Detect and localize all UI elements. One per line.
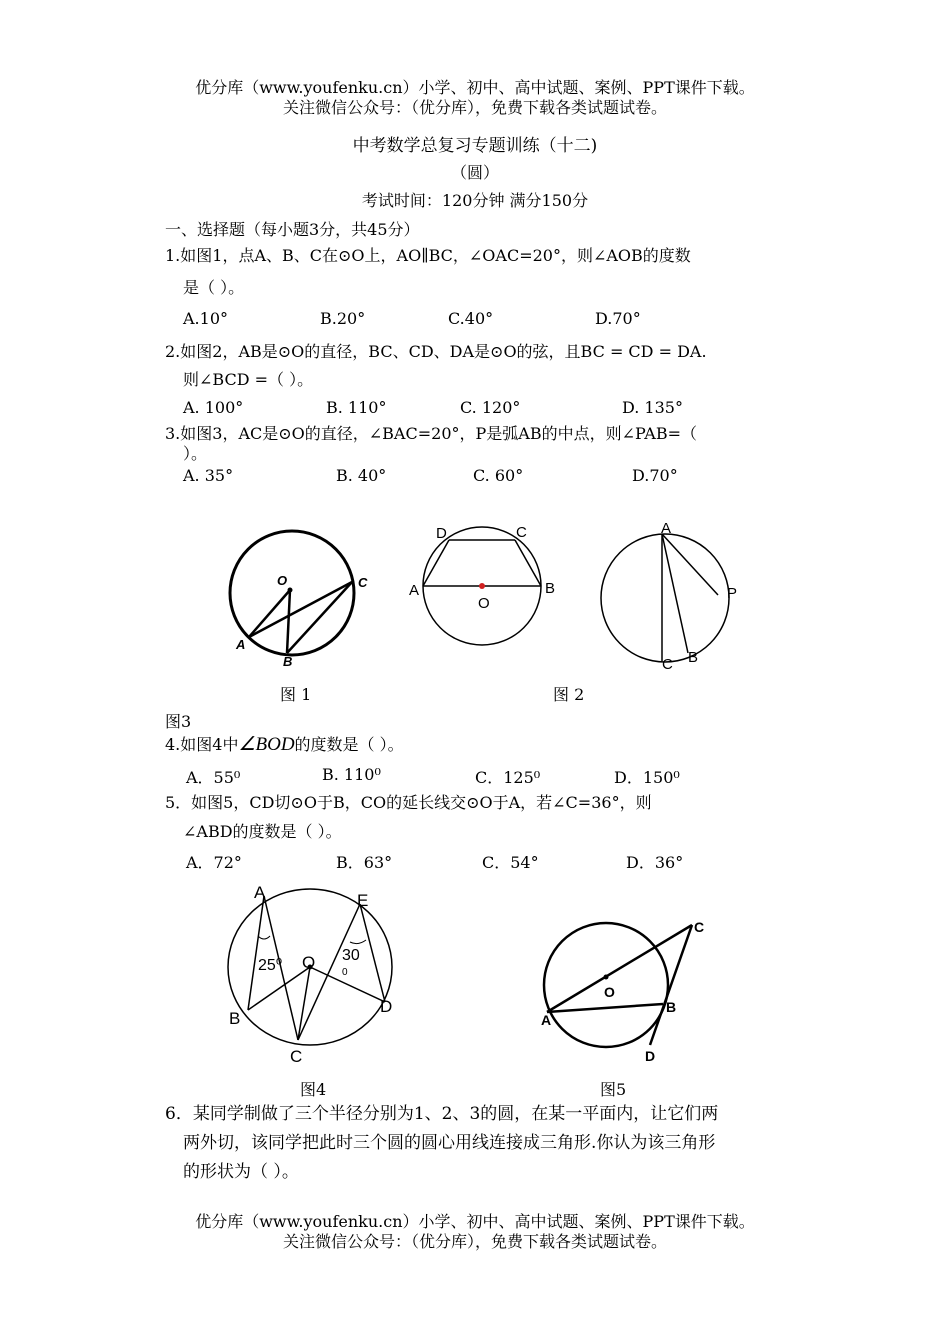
q3-option-a: A. 35° xyxy=(183,466,234,485)
q2-option-a: A. 100° xyxy=(183,398,244,417)
figure-5 xyxy=(530,905,720,1070)
fig2-center-dot xyxy=(479,583,485,589)
q3-option-c: C. 60° xyxy=(473,466,524,485)
q1-option-c: C.40° xyxy=(448,309,494,328)
figure-1 xyxy=(220,525,370,670)
figure-3 xyxy=(595,515,755,675)
figure-4-caption: 图4 xyxy=(300,1080,327,1099)
fig4-angle-right-sup: 0 xyxy=(342,967,348,978)
figure-2-caption: 图 2 xyxy=(553,685,585,704)
fig4-label-a: A xyxy=(254,883,266,902)
fig1-label-a: A xyxy=(236,637,246,652)
fig4-label-c: C xyxy=(290,1047,303,1066)
q4-option-a: A．55⁰ xyxy=(186,768,241,787)
exam-time: 考试时间：120分钟 满分150分 xyxy=(361,191,589,210)
fig5-label-b: B xyxy=(666,999,677,1015)
fig3-circle xyxy=(601,534,729,662)
fig5-label-o: O xyxy=(604,984,615,1000)
q4-option-c: C．125⁰ xyxy=(475,768,541,787)
q4-option-d: D．150⁰ xyxy=(614,768,680,787)
q2-option-d: D. 135° xyxy=(622,398,683,417)
question-3-line-1: 3.如图3，AC是⊙O的直径，∠BAC=20°，P是弧AB的中点，则∠PAB=（ xyxy=(165,424,697,443)
fig4-angle-left: 25⁰ xyxy=(258,957,283,974)
question-4-suffix: 的度数是（ ）。 xyxy=(294,735,404,754)
fig4-label-e: E xyxy=(357,891,369,910)
question-5-line-1: 5．如图5，CD切⊙O于B，CO的延长线交⊙O于A，若∠C=36°，则 xyxy=(165,793,652,812)
figure-3-caption: 图3 xyxy=(165,712,192,731)
fig2-label-o: O xyxy=(478,595,490,612)
fig4-label-b: B xyxy=(229,1009,241,1028)
fig5-label-a: A xyxy=(541,1012,552,1028)
q5-option-a: A．72° xyxy=(186,853,242,872)
footer-line-2: 关注微信公众号：（优分库），免费下载各类试题试卷。 xyxy=(282,1232,667,1251)
figure-1-caption: 图 1 xyxy=(280,685,312,704)
q4-option-b: B. 110⁰ xyxy=(322,765,381,784)
fig4-label-d: D xyxy=(380,997,393,1016)
question-5-line-2: ∠ABD的度数是（ ）。 xyxy=(183,822,342,841)
fig2-label-d: D xyxy=(436,525,447,542)
question-4 xyxy=(165,732,404,758)
q1-option-d: D.70° xyxy=(595,309,641,328)
page-subtitle: （圆） xyxy=(450,163,499,182)
q5-option-b: B．63° xyxy=(336,853,393,872)
fig1-label-c: C xyxy=(358,575,368,590)
fig1-label-o: O xyxy=(277,573,288,588)
section-heading: 一、选择题（每小题3分，共45分） xyxy=(165,220,420,239)
figure-2 xyxy=(405,520,565,670)
page-title: 中考数学总复习专题训练（十二) xyxy=(352,136,598,156)
q1-option-b: B.20° xyxy=(320,309,366,328)
fig5-label-d: D xyxy=(645,1048,656,1064)
fig4-angle-right: 30 xyxy=(342,947,360,964)
question-2-line-1: 2.如图2，AB是⊙O的直径，BC、CD、DA是⊙O的弦，且BC = CD = DA. xyxy=(165,342,707,361)
question-2-line-2: 则∠BCD =（ ）。 xyxy=(183,370,314,389)
q2-option-b: B. 110° xyxy=(326,398,387,417)
question-3-line-2: ）。 xyxy=(183,444,208,463)
fig3-label-b: B xyxy=(688,649,699,666)
question-1-line-2: 是（ ）。 xyxy=(183,278,245,297)
fig3-label-a: A xyxy=(661,520,672,537)
fig2-label-b: B xyxy=(545,580,556,597)
fig3-label-p: P xyxy=(727,585,738,602)
q2-option-c: C. 120° xyxy=(460,398,521,417)
q3-option-d: D.70° xyxy=(632,466,678,485)
question-6-line-2: 两外切，该同学把此时三个圆的圆心用线连接成三角形.你认为该三角形 xyxy=(183,1133,716,1153)
q1-option-a: A.10° xyxy=(183,309,228,328)
fig3-label-c: C xyxy=(662,656,673,673)
question-6-line-3: 的形状为（ ）。 xyxy=(183,1162,299,1182)
q3-option-b: B. 40° xyxy=(336,466,387,485)
question-1-line-1: 1.如图1，点A、B、C在⊙O上，AO∥BC，∠OAC=20°，则∠AOB的度数 xyxy=(165,246,691,265)
question-4-prefix: 4.如图4中 xyxy=(165,735,239,754)
fig4-label-o: O xyxy=(302,953,316,972)
fig2-label-c: C xyxy=(516,524,527,541)
question-6-line-1: 6．某同学制做了三个半径分别为1、2、3的圆，在某一平面内，让它们两 xyxy=(165,1104,719,1124)
question-4-angle: ∠BOD xyxy=(238,734,295,755)
header-line-2: 关注微信公众号：（优分库），免费下载各类试题试卷。 xyxy=(282,98,667,117)
fig1-label-b: B xyxy=(283,654,293,669)
figure-4 xyxy=(220,880,410,1070)
header-line-1: 优分库（www.youfenku.cn）小学、初中、高中试题、案例、PPT课件下载。 xyxy=(195,78,755,97)
q5-option-d: D．36° xyxy=(626,853,684,872)
fig2-label-a: A xyxy=(409,582,420,599)
footer-line-1: 优分库（www.youfenku.cn）小学、初中、高中试题、案例、PPT课件下载。 xyxy=(195,1212,755,1231)
figure-5-caption: 图5 xyxy=(600,1080,627,1099)
q5-option-c: C．54° xyxy=(482,853,539,872)
fig5-label-c: C xyxy=(694,919,705,935)
